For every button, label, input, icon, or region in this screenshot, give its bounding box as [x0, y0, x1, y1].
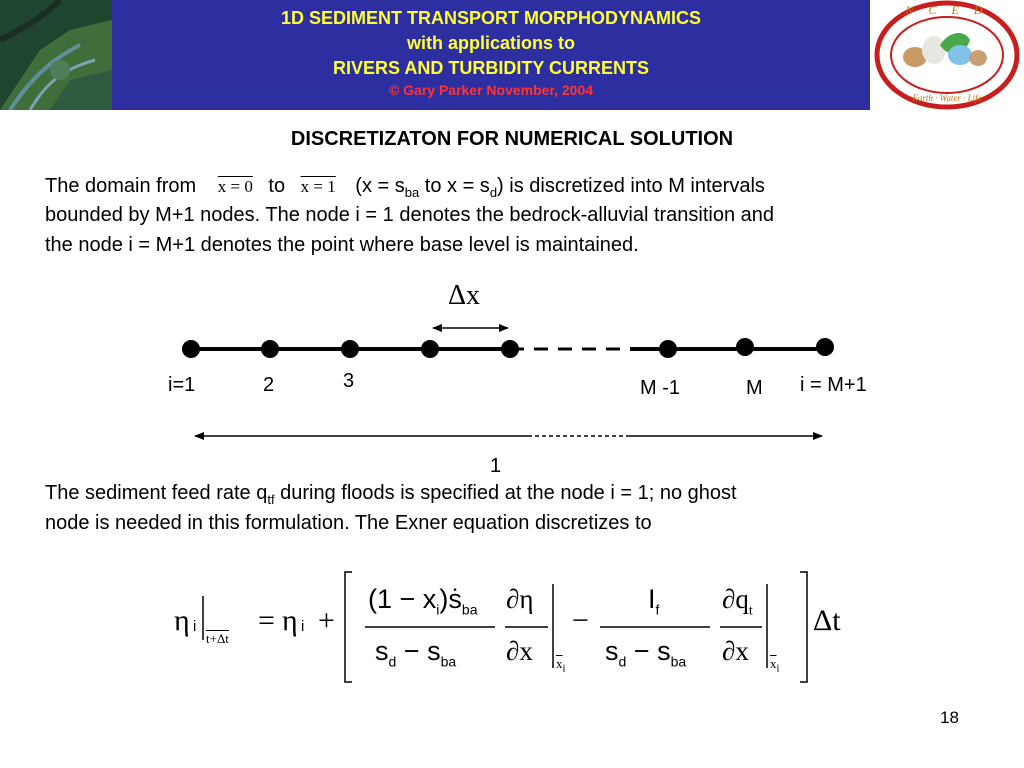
- para2-text-a: The sediment feed rate q: [45, 482, 268, 504]
- node-m-plus-1: [816, 338, 834, 356]
- para2-line2: node is needed in this formulation. The Exner equation discretizes to: [45, 512, 652, 534]
- den1-minus-s: − s: [396, 636, 441, 666]
- node-5: [501, 340, 519, 358]
- para1-text-b: (x = s: [355, 175, 405, 197]
- delta-satellite-image: [0, 0, 112, 110]
- header-copyright: © Gary Parker November, 2004: [388, 82, 594, 98]
- eta-lhs: η: [174, 604, 190, 637]
- node-label-m-minus-1: M -1: [640, 377, 680, 399]
- num1-sub-ba: ba: [461, 601, 478, 618]
- num1-sub-i: i: [436, 601, 440, 618]
- dx-label-text: Δx: [448, 280, 481, 311]
- bracket-left: [345, 572, 352, 682]
- para1-sub-ba: ba: [404, 185, 420, 200]
- delta-t: Δt: [813, 604, 841, 637]
- den3-s: s: [605, 636, 619, 666]
- node-label-m: M: [746, 377, 763, 399]
- eta-rhs: η: [282, 604, 298, 637]
- header-banner: [112, 0, 870, 110]
- eval-sub-t: t+Δt: [206, 631, 229, 646]
- eq-x-zero: x = 0: [217, 177, 253, 196]
- bracket-right: [800, 572, 807, 682]
- num1-b: )ṡ: [439, 584, 462, 614]
- para1-line3: the node i = M+1 denotes the point where base level is maintained.: [45, 234, 639, 256]
- node-m-minus-1: [659, 340, 677, 358]
- slide-title: DISCRETIZATON FOR NUMERICAL SOLUTION: [290, 128, 734, 150]
- frac3-numerator: [648, 584, 659, 617]
- node-4: [421, 340, 439, 358]
- para2-text-b: during floods is specified at the node i = 1; no ghost: [274, 482, 737, 504]
- header-title-line2: with applications to: [406, 33, 575, 53]
- frac1-numerator: [368, 584, 477, 617]
- logo-nced-text: N C E D: [905, 3, 989, 17]
- num3-I: I: [648, 584, 656, 614]
- para1-sub-d: d: [489, 185, 498, 200]
- den1-sub-d: d: [388, 653, 397, 670]
- den3-minus-s: − s: [626, 636, 671, 666]
- node-label-3: 3: [343, 370, 355, 392]
- node-label-2: 2: [263, 374, 275, 396]
- para1-to: to: [268, 175, 286, 197]
- exner-equation: [170, 568, 870, 686]
- num1-a: (1 − x: [368, 584, 437, 614]
- slide-number: 18: [940, 708, 959, 727]
- plus-sign: +: [318, 604, 335, 637]
- partial-x-2: ∂x: [722, 636, 749, 666]
- equals-sign: =: [258, 604, 275, 637]
- logo-tagline: Earth · Water · Life: [912, 93, 982, 103]
- header-title-line3: RIVERS AND TURBIDITY CURRENTS: [332, 58, 650, 78]
- dx-label: [448, 280, 480, 312]
- node-3: [341, 340, 359, 358]
- frac3-denominator: [605, 636, 686, 669]
- eval-xi-1: $\overline{x}_i$: [556, 656, 566, 675]
- minus-sign: −: [572, 604, 589, 637]
- partial-q: $\partial q_t$: [722, 584, 753, 619]
- node-label-m-plus-1: i = M+1: [800, 374, 867, 396]
- eq-x-one: x = 1: [300, 177, 336, 196]
- frac1-denominator: [375, 636, 456, 669]
- eval-xi-2: $\overline{x}_i$: [770, 656, 780, 675]
- den3-sub-ba: ba: [670, 653, 687, 670]
- para1-text-c: to x = s: [419, 175, 490, 197]
- den1-s: s: [375, 636, 389, 666]
- num3-sub-f: f: [655, 601, 660, 618]
- node-label-1: i=1: [168, 374, 196, 396]
- partial-eta: ∂η: [506, 584, 534, 614]
- para1-text-a: The domain from: [45, 175, 197, 197]
- node-2: [261, 340, 279, 358]
- discretization-diagram: [0, 270, 1024, 470]
- eta-rhs-sub: i: [301, 618, 305, 635]
- header-title-line1: 1D SEDIMENT TRANSPORT MORPHODYNAMICS: [280, 8, 702, 28]
- den1-sub-ba: ba: [440, 653, 457, 670]
- para1-text-d: ) is discretized into M intervals: [497, 175, 765, 197]
- node-m: [736, 338, 754, 356]
- partial-x-1: ∂x: [506, 636, 533, 666]
- para1-line2: bounded by M+1 nodes. The node i = 1 denotes the bedrock-alluvial transition and: [45, 204, 775, 226]
- para2-sub-tf: tf: [267, 492, 275, 507]
- node-1: [182, 340, 200, 358]
- eta-lhs-sub: i: [193, 618, 197, 635]
- length-label: 1: [490, 455, 502, 477]
- nced-logo: [870, 0, 1024, 110]
- den3-sub-d: d: [618, 653, 627, 670]
